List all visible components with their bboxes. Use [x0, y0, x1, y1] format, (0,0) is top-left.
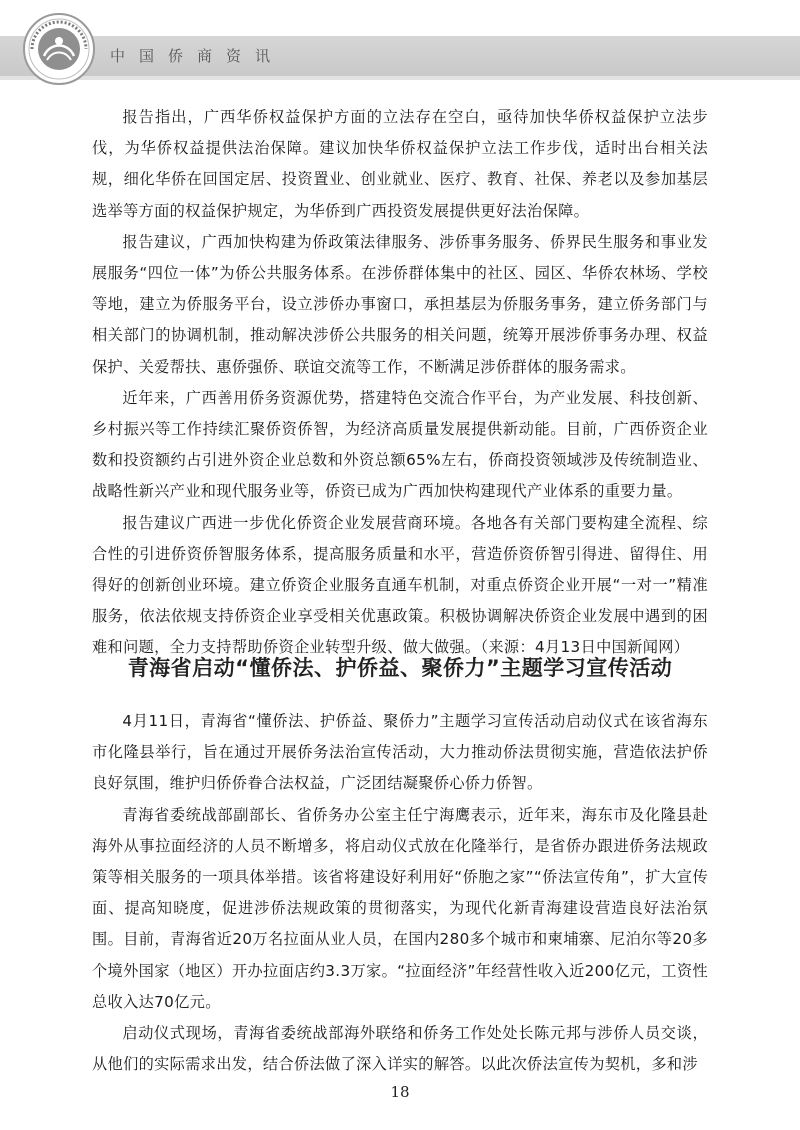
paragraph: 4月11日，青海省“懂侨法、护侨益、聚侨力”主题学习宣传活动启动仪式在该省海东市化隆县举行，旨在通过开展侨务法治宣传活动，大力推动侨法贯彻实施，营造依法护侨良好氛围，维护归侨侨眷合法权益，广泛团结凝聚侨心侨力侨智。 — [92, 712, 708, 793]
paragraph: 青海省委统战部副部长、省侨务办公室主任宁海鹰表示，近年来，海东市及化隆县赴海外从事拉面经济的人员不断增多，将启动仪式放在化隆举行，是省侨办跟进侨务法规政策等相关服务的一项具体举措。该省将建设好利用好“侨胞之家”“侨法宣传角”，扩大宣传面、提高知晓度，促进涉侨法规政策的贯彻落实，为现代化新青海建设营造良好法治氛围。目前，青海省近20万名拉面从业人员，在国内280多个城市和柬埔寨、尼泊尔等20多个境外国家（地区）开办拉面店约3.3万家。“拉面经济”年经营性收入近200亿元，工资性总收入达70亿元。 — [92, 805, 708, 1011]
article-body-2 — [92, 706, 708, 1080]
article-heading: 青海省启动“懂侨法、护侨益、聚侨力”主题学习宣传活动 — [127, 656, 673, 680]
paragraph: 报告建议广西进一步优化侨资企业发展营商环境。各地各有关部门要构建全流程、综合性的引进侨资侨智服务体系，提高服务质量和水平，营造侨资侨智引得进、留得住、用得好的创新创业环境。建立侨资企业服务直通车机制，对重点侨资企业开展“一对一”精准服务，依法依规支持侨资企业享受相关优惠政策。积极协调解决侨资企业发展中遇到的困难和问题，全力支持帮助侨资企业转型升级、做大做强。（来源：4月13日中国新闻网） — [92, 513, 708, 657]
paragraph: 启动仪式现场，青海省委统战部海外联络和侨务工作处处长陈元邦与涉侨人员交谈，从他们的实际需求出发，结合侨法做了深入详实的解答。以此次侨法宣传为契机，多和涉 — [92, 1024, 708, 1074]
header-section-title: 中国侨商资讯 — [110, 47, 285, 65]
page-number: 18 — [390, 1083, 410, 1101]
organization-logo-icon — [22, 12, 96, 86]
paragraph: 近年来，广西善用侨务资源优势，搭建特色交流合作平台，为产业发展、科技创新、乡村振兴等工作持续汇聚侨资侨智，为经济高质量发展提供新动能。目前，广西侨资企业数和投资额约占引进外资企业总数和外资总额65%左右，侨商投资领域涉及传统制造业、战略性新兴产业和现代服务业等，侨资已成为广西加快构建现代产业体系的重要力量。 — [92, 388, 708, 501]
paragraph: 报告建议，广西加快构建为侨政策法律服务、涉侨事务服务、侨界民生服务和事业发展服务“四位一体”为侨公共服务体系。在涉侨群体集中的社区、园区、华侨农林场、学校等地，建立为侨服务平台，设立涉侨办事窗口，承担基层为侨服务事务，建立侨务部门与相关部门的协调机制，推动解决涉侨公共服务的相关问题，统筹开展涉侨事务办理、权益保护、关爱帮扶、惠侨强侨、联谊交流等工作，不断满足涉侨群体的服务需求。 — [92, 232, 708, 376]
paragraph: 报告指出，广西华侨权益保护方面的立法存在空白，亟待加快华侨权益保护立法步伐，为华侨权益提供法治保障。建议加快华侨权益保护立法工作步伐，适时出台相关法规，细化华侨在回国定居、投资置业、创业就业、医疗、教育、社保、养老以及参加基层选举等方面的权益保护规定，为华侨到广西投资发展提供更好法治保障。 — [92, 108, 708, 220]
article-body-1 — [92, 102, 708, 664]
